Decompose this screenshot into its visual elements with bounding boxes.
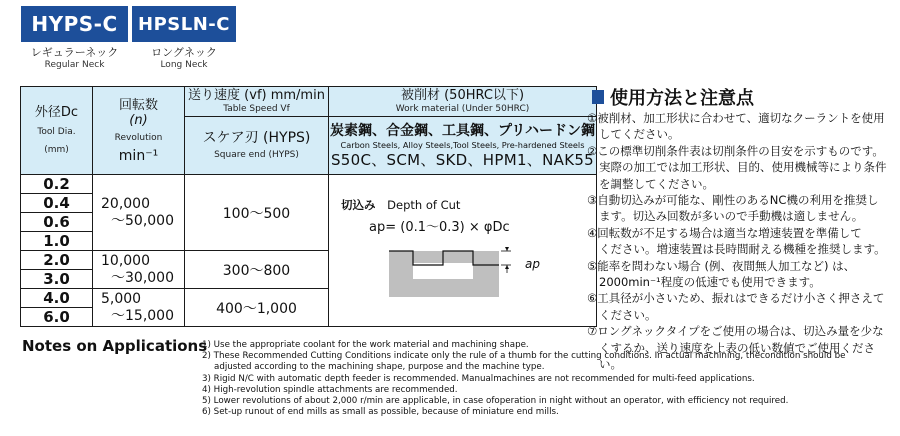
depth-of-cut-diagram — [385, 247, 535, 307]
speed-cell: 300～800 — [185, 251, 329, 289]
material-header: 被削材 (50HRC以下) Work material (Under 50HRC) — [329, 87, 597, 117]
jp-note-item: ⑦ロングネックタイプをご使用の場合は、切込み量を少な くするか、送り速度を上表の低い数値でご使用ください。 — [587, 324, 884, 372]
hpsln-c-badge: HPSLN-C — [132, 6, 236, 42]
en-notes-list — [202, 340, 892, 418]
diameter-cell: 0.2 — [21, 175, 93, 194]
diameter-cell: 0.4 — [21, 194, 93, 213]
revolution-cell: 10,000 ～30,000 — [93, 251, 185, 289]
long-neck-en: Long Neck — [160, 60, 208, 70]
jp-notes-list — [587, 110, 887, 373]
speed-cell: 400～1,000 — [185, 289, 329, 327]
depth-of-cut-title: 切込み Depth of Cut — [341, 198, 461, 212]
jp-note-item: ③自動切込みが可能な、剛性のあるNC機の利用を推奨し ます。切込み回数が多いので手動機は適しません。 — [587, 193, 879, 224]
ap-label: ap — [525, 257, 540, 271]
diameter-cell: 1.0 — [21, 232, 93, 251]
hyps-c-badge: HYPS-C — [21, 6, 128, 42]
speed-cell: 100～500 — [185, 175, 329, 251]
cutting-conditions-table — [20, 86, 597, 327]
diameter-header: 外径Dc Tool Dia. (mm) — [21, 87, 93, 175]
en-note-item: 4) High-revolution spindle attachments are recommended. — [202, 384, 458, 395]
regular-neck-en: Regular Neck — [44, 60, 105, 70]
en-note-item: 2) These Recommended Cutting Conditions indicate only the rule of a thumb for the cutting conditions. In actual machining, thecondition should be adjusted according to the machining shape, purpose and the machine type. — [202, 351, 846, 373]
revolution-header: 回転数 (n) Revolution min⁻¹ — [93, 87, 185, 175]
revolution-cell: 20,000 ～50,000 — [93, 175, 185, 251]
square-end-header: スケア刃 (HYPS) Square end (HYPS) — [185, 117, 329, 175]
depth-of-cut-cell — [329, 175, 597, 327]
jp-note-item: ①被削材、加工形状に合わせて、適切なクーラントを使用 してください。 — [587, 111, 885, 142]
regular-neck-jp: レギュラーネック — [30, 46, 119, 59]
jp-notes-heading: 使用方法と注意点 — [592, 84, 754, 110]
jp-note-item: ⑤能率を問わない場合 (例、夜間無人加工など) は、 2000min⁻¹程度の低速でも使用できます。 — [587, 258, 856, 290]
revolution-cell: 5,000 ～15,000 — [93, 289, 185, 327]
diameter-cell: 0.6 — [21, 213, 93, 232]
long-neck-jp: ロングネック — [151, 46, 217, 59]
diameter-cell: 6.0 — [21, 308, 93, 327]
diameter-cell: 2.0 — [21, 251, 93, 270]
jp-note-item: ⑥工具径が小さいため、振れはできるだけ小さく押さえて ください。 — [587, 291, 885, 322]
depth-of-cut-formula: ap= (0.1～0.3) × φDc — [369, 220, 510, 235]
speed-header: 送り速度 (vf) mm/min Table Speed Vf — [185, 87, 329, 117]
diameter-cell: 3.0 — [21, 270, 93, 289]
heading-square-icon — [592, 90, 604, 104]
en-note-item: 3) Rigid N/C with automatic depth feeder is recommended. Manualmachines are not recommended for multi-feed applications. — [202, 373, 755, 384]
diameter-cell: 4.0 — [21, 289, 93, 308]
en-note-item: 1) Use the appropriate coolant for the work material and machining shape. — [202, 340, 529, 350]
jp-note-item: ②この標準切削条件表は切削条件の目安を示すものです。 実際の加工では加工形状、目的、使用機械等により条件 を調整してください。 — [587, 143, 887, 191]
en-note-item: 5) Lower revolutions of about 2,000 r/min are applicable, in case ofoperation in night without an operator, with efficiency not required. — [202, 396, 789, 407]
en-note-item: 6) Set-up runout of end mills as small as possible, because of miniature end mills. — [202, 407, 559, 418]
notes-on-applications-title: Notes on Applications — [22, 337, 208, 355]
material-types: 炭素鋼、合金鋼、工具鋼、プリハードン鋼 Carbon Steels, Alloy Steels,Tool Steels, Pre-hardened Steels S50C、SCM、SKD、HPM1、NAK55 — [329, 117, 597, 175]
jp-note-item: ④回転数が不足する場合は適当な増速装置を準備して ください。増速装置は長時間耐える機種を推奨します。 — [587, 225, 886, 257]
